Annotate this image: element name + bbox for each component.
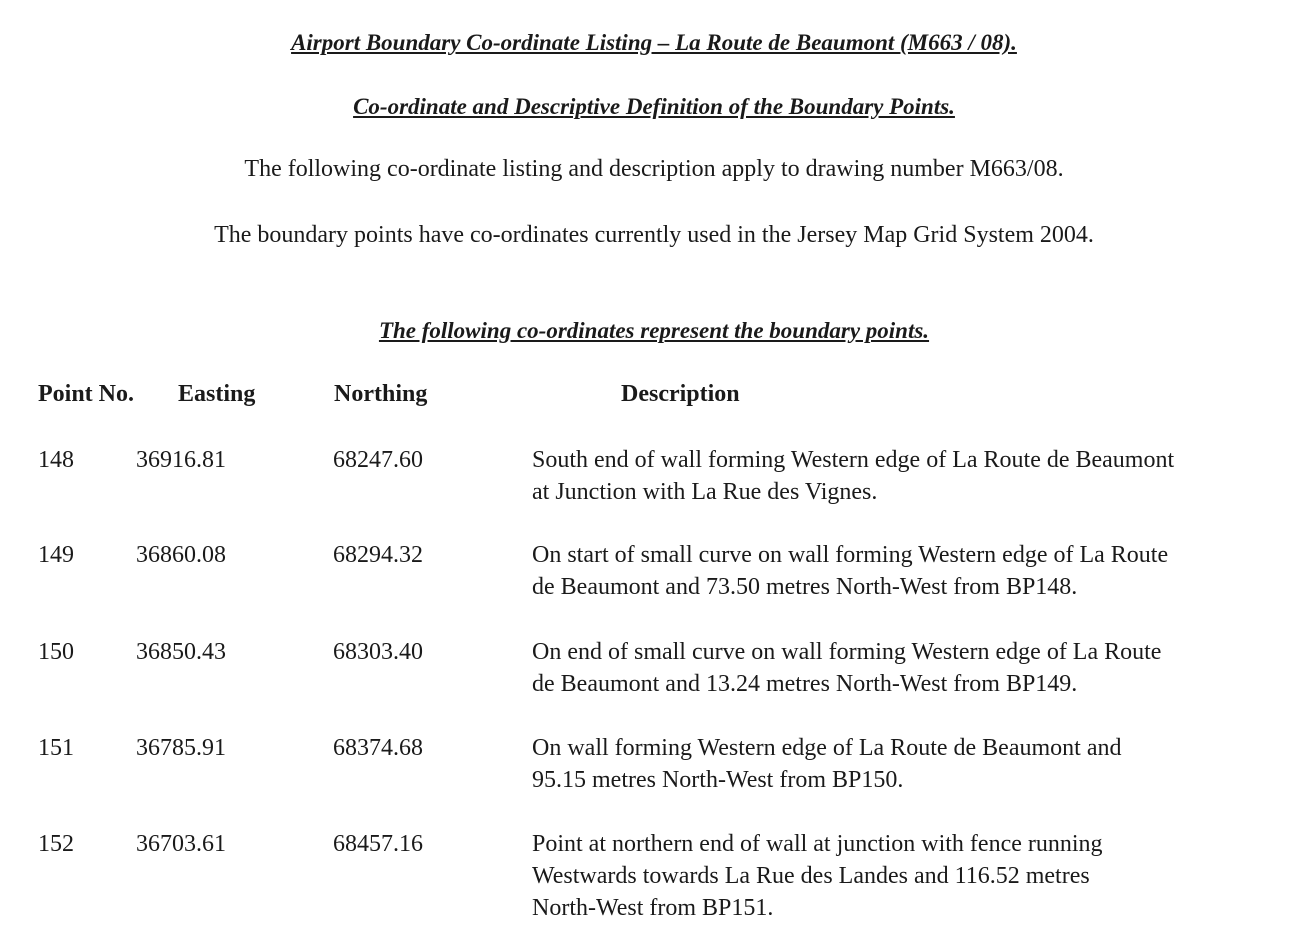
easting-value: 36785.91 [136,735,226,761]
northing-value: 68294.32 [333,542,423,568]
point-number: 151 [38,735,74,761]
point-number: 150 [38,639,74,665]
point-number: 148 [38,447,74,473]
northing-value: 68374.68 [333,735,423,761]
point-description [532,636,1292,700]
description-line: North-West from BP151. [532,895,774,921]
northing-value: 68303.40 [333,639,423,665]
easting-value: 36850.43 [136,639,226,665]
easting-value: 36703.61 [136,831,226,857]
column-header-description: Description [621,381,740,407]
point-description [532,732,1292,796]
description-line: South end of wall forming Western edge of La Route de Beaumont [532,447,1175,473]
northing-value: 68247.60 [333,447,423,473]
northing-value: 68457.16 [333,831,423,857]
description-line: On wall forming Western edge of La Route de Beaumont and [532,735,1122,761]
point-description [532,828,1292,924]
description-line: de Beaumont and 13.24 metres North-West from BP149. [532,671,1078,697]
description-line: de Beaumont and 73.50 metres North-West from BP148. [532,574,1078,600]
document-title: Airport Boundary Co-ordinate Listing – La Route de Beaumont (M663 / 08). [291,30,1017,55]
description-line: On end of small curve on wall forming Western edge of La Route [532,639,1162,665]
document-subtitle: Co-ordinate and Descriptive Definition of the Boundary Points. [353,94,955,119]
column-header-point: Point No. [38,381,134,407]
table-heading: The following co-ordinates represent the boundary points. [378,318,930,343]
description-line: On start of small curve on wall forming Western edge of La Route [532,542,1169,568]
point-number: 149 [38,542,74,568]
description-line: Point at northern end of wall at junction with fence running [532,831,1103,857]
easting-value: 36916.81 [136,447,226,473]
description-line: Westwards towards La Rue des Landes and 116.52 metres [532,863,1090,889]
point-description [532,539,1292,603]
column-header-northing: Northing [334,381,428,407]
point-number: 152 [38,831,74,857]
column-header-easting: Easting [178,381,256,407]
intro-paragraph-1: The following co-ordinate listing and description apply to drawing number M663/08. [244,156,1064,182]
description-line: at Junction with La Rue des Vignes. [532,479,878,505]
easting-value: 36860.08 [136,542,226,568]
intro-paragraph-2: The boundary points have co-ordinates currently used in the Jersey Map Grid System 2004. [214,222,1094,248]
point-description [532,444,1292,508]
description-line: 95.15 metres North-West from BP150. [532,767,904,793]
